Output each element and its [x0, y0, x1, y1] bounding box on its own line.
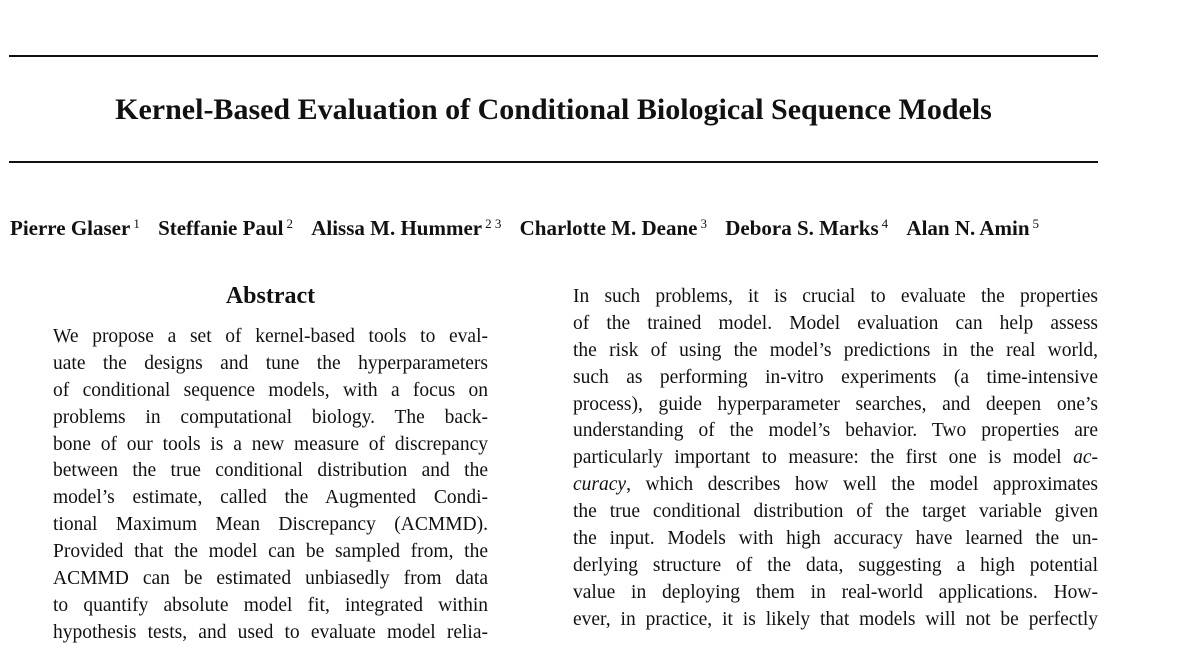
author-affiliation: 4	[881, 216, 889, 231]
author-affiliation: 3	[700, 216, 707, 231]
author-name: Alan N. Amin	[906, 216, 1030, 240]
author-affiliation: 2	[286, 216, 293, 231]
intro-line	[573, 580, 1098, 607]
author	[10, 210, 140, 242]
intro-text: such as performing in-vitro experiments (a time-intensive	[573, 366, 1098, 388]
author	[725, 210, 888, 242]
intro-italic-term: ac-	[1073, 447, 1098, 469]
author-name: Pierre Glaser	[10, 216, 131, 240]
title-top-rule	[9, 55, 1098, 57]
author-name: Charlotte M. Deane	[519, 216, 698, 240]
abstract-line: between the true conditional distribution and the	[53, 460, 488, 482]
introduction-body	[573, 284, 1098, 634]
title-bottom-rule	[9, 161, 1098, 163]
author-affiliation: 5	[1032, 216, 1040, 231]
intro-line	[573, 445, 1098, 472]
intro-text: the true conditional distribution of the target variable given	[573, 501, 1098, 523]
paper-title: Kernel-Based Evaluation of Conditional Biological Sequence Models	[115, 93, 992, 126]
author-name: Steffanie Paul	[158, 216, 284, 240]
abstract-line: uate the designs and tune the hyperparameters	[53, 352, 488, 374]
abstract-line: ACMMD can be estimated unbiasedly from data	[53, 568, 488, 590]
author-affiliation: 1	[133, 216, 140, 231]
intro-text: ever, in practice, it is likely that models will not be perfectly	[573, 608, 1098, 630]
author	[520, 210, 707, 242]
author-list	[10, 210, 1190, 242]
intro-text: the risk of using the model’s predictions in the real world,	[573, 339, 1098, 361]
intro-text: understanding of the model’s behavior. Two properties are	[573, 420, 1098, 442]
intro-text: the input. Models with high accuracy have learned the un-	[573, 528, 1098, 550]
author	[311, 210, 501, 242]
abstract-heading: Abstract	[225, 283, 316, 309]
abstract-line: to quantify absolute model fit, integrated within	[53, 594, 488, 616]
intro-line	[573, 499, 1098, 526]
author-name: Alissa M. Hummer	[311, 216, 483, 240]
abstract-line: of conditional sequence models, with a focus on	[53, 379, 488, 401]
intro-line	[573, 311, 1098, 338]
abstract-line: Provided that the model can be sampled from, the	[53, 541, 488, 563]
author-name: Debora S. Marks	[725, 216, 879, 240]
abstract-body	[53, 324, 488, 647]
intro-line	[573, 338, 1098, 365]
abstract-line: hypothesis tests, and used to evaluate model relia-	[53, 621, 488, 643]
intro-line	[573, 472, 1098, 499]
intro-text: , which describes how well the model approximates	[626, 474, 1098, 496]
author	[158, 210, 293, 242]
intro-italic-term: curacy	[573, 474, 627, 496]
intro-line	[573, 365, 1098, 392]
intro-line	[573, 526, 1098, 553]
intro-line	[573, 284, 1098, 311]
abstract-line: model’s estimate, called the Augmented Condi-	[53, 487, 488, 509]
intro-text: derlying structure of the data, suggesting a high potential	[573, 554, 1098, 576]
abstract-line: problems in computational biology. The back-	[53, 406, 488, 428]
intro-line	[573, 418, 1098, 445]
intro-text: In such problems, it is crucial to evaluate the properties	[573, 286, 1098, 307]
abstract-line: We propose a set of kernel-based tools to eval-	[53, 326, 488, 347]
intro-text: process), guide hyperparameter searches, and deepen one’s	[573, 393, 1098, 415]
abstract-line: bone of our tools is a new measure of discrepancy	[53, 433, 488, 455]
intro-text: value in deploying them in real-world applications. How-	[573, 581, 1098, 603]
intro-line	[573, 553, 1098, 580]
abstract-line: tional Maximum Mean Discrepancy (ACMMD).	[53, 514, 488, 536]
author-affiliation: 2 3	[485, 216, 502, 231]
intro-text: of the trained model. Model evaluation can help assess	[573, 312, 1098, 334]
author	[906, 210, 1039, 242]
intro-text: particularly important to measure: the first one is model	[573, 447, 1074, 469]
intro-line	[573, 392, 1098, 419]
